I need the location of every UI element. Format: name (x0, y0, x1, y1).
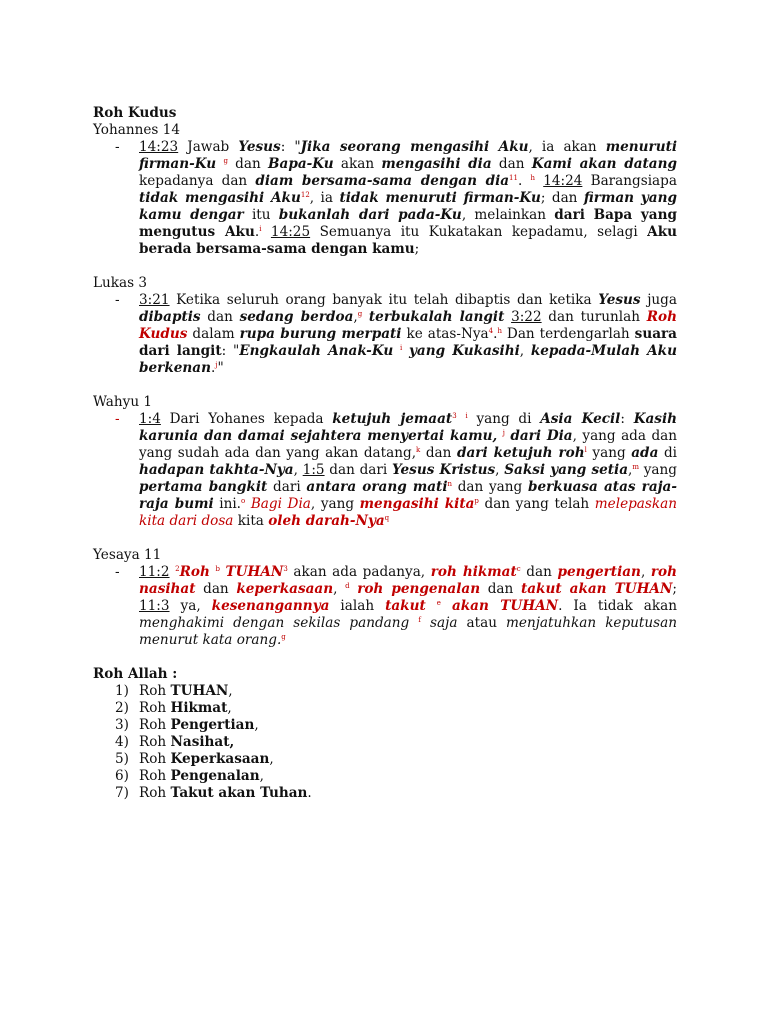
text-run: . (210, 360, 216, 376)
text-run: Keperkasaan (170, 751, 270, 767)
text-run: ketujuh jemaat (332, 411, 453, 427)
text-run: itu (243, 207, 279, 223)
text-run: , (227, 700, 232, 716)
bullet-marker: - (115, 292, 120, 308)
footnote-marker[interactable]: j (215, 361, 218, 369)
text-run: Pengenalan (170, 768, 260, 784)
list-item (93, 683, 677, 700)
footnote-marker[interactable]: f (418, 616, 421, 624)
text-run: , ia akan (528, 139, 606, 155)
footnote-marker[interactable]: e (436, 599, 441, 607)
footnote-marker[interactable]: d (345, 582, 350, 590)
footnote-marker[interactable]: h (530, 174, 535, 182)
verse-paragraph (93, 292, 677, 377)
text-run: rupa burung merpati (239, 326, 402, 342)
text-run: , ia (309, 190, 340, 206)
text-run: ke atas-Nya (401, 326, 489, 342)
list-number: 4) (115, 734, 129, 750)
list-number: 5) (115, 751, 129, 767)
list-item (93, 768, 677, 785)
text-run: yang (586, 445, 632, 461)
text-run: roh pengenalan (357, 581, 481, 597)
list-number: 6) (115, 768, 129, 784)
text-run: ; (414, 241, 420, 257)
footnote-marker[interactable]: o (241, 497, 246, 505)
section-title: Lukas 3 (93, 275, 148, 291)
text-run: tidak menuruti firman-Ku (339, 190, 541, 206)
footnote-marker[interactable]: g (223, 157, 228, 165)
bullet-marker: - (115, 139, 120, 155)
text-run (393, 343, 403, 359)
footnote-marker[interactable]: i (465, 412, 468, 420)
text-run: ; dan (540, 190, 584, 206)
text-run: dan (200, 309, 240, 325)
text-run: Bagi Dia (250, 496, 311, 512)
footnote-marker[interactable]: 3 (283, 565, 288, 573)
text-run: dan (227, 156, 269, 172)
list-number: 2) (115, 700, 129, 716)
verse-reference[interactable]: 11:3 (139, 598, 170, 614)
verse-reference[interactable]: 11:2 (139, 564, 170, 580)
text-run: Roh (179, 564, 210, 580)
text-run (362, 309, 369, 325)
bullet-marker: - (115, 411, 120, 427)
text-run: . (517, 173, 531, 189)
text-run: atau (457, 615, 507, 631)
text-run: , (628, 462, 633, 478)
text-run: dan turunlah (541, 309, 647, 325)
footnote-marker[interactable]: i (259, 225, 262, 233)
text-run: ada (631, 445, 659, 461)
verse-reference[interactable]: 1:4 (139, 411, 161, 427)
text-run: Roh (139, 751, 171, 767)
list-number: 3) (115, 717, 129, 733)
verse-reference[interactable]: 14:23 (139, 139, 179, 155)
text-run (409, 615, 418, 631)
list-item (93, 751, 677, 768)
text-run: ialah (329, 598, 386, 614)
verse-reference[interactable]: 1:5 (302, 462, 325, 478)
text-run (441, 598, 452, 614)
text-run: dibaptis (139, 309, 201, 325)
document-page (93, 105, 677, 802)
text-run: Takut akan Tuhan (170, 785, 308, 801)
text-run: Roh (139, 700, 171, 716)
text-run: Roh (139, 768, 171, 784)
text-run: bukanlah dari pada-Ku (278, 207, 462, 223)
footnote-marker[interactable]: l (584, 446, 587, 454)
spacer (93, 258, 677, 275)
text-run: , yang (310, 496, 360, 512)
roh-allah-list (93, 683, 677, 802)
text-run: Engkaulah Anak-Ku (239, 343, 394, 359)
text-run: Kami akan datang (531, 156, 677, 172)
list-number: 7) (115, 785, 129, 801)
text-run: ini. (213, 496, 241, 512)
footnote-marker[interactable]: b (215, 565, 220, 573)
text-run (426, 598, 437, 614)
text-run: pengertian (557, 564, 641, 580)
text-run: . (254, 224, 260, 240)
text-run (421, 615, 430, 631)
text-run: yang (639, 462, 677, 478)
scripture-sections (93, 122, 677, 649)
text-run: terbukalah langit (368, 309, 505, 325)
text-run: takut akan TUHAN (520, 581, 673, 597)
text-run: Pengertian (170, 717, 255, 733)
footnote-marker[interactable]: i (400, 344, 403, 352)
text-run: dalam (187, 326, 240, 342)
text-run: antara orang mati (306, 479, 448, 495)
list-item (93, 717, 677, 734)
verse-reference[interactable]: 3:22 (511, 309, 542, 325)
footnote-marker[interactable]: 4 (488, 327, 494, 335)
text-run: juga (640, 292, 677, 308)
text-run: suara dari langit (139, 326, 677, 359)
footnote-marker[interactable]: c (516, 565, 521, 573)
text-run: , (259, 768, 264, 784)
text-run: , (640, 564, 651, 580)
footnote-marker[interactable]: g (357, 310, 363, 318)
text-run: ya, (169, 598, 212, 614)
footnote-marker[interactable]: 12 (300, 191, 310, 199)
text-run: Jika seorang mengasihi Aku (300, 139, 529, 155)
text-run: mengasihi kita (359, 496, 475, 512)
text-run: , melainkan (461, 207, 555, 223)
text-run: dari ketujuh roh (456, 445, 585, 461)
text-run: sedang berdoa (239, 309, 354, 325)
footnote-marker[interactable]: n (447, 480, 452, 488)
text-run: Yesus (598, 292, 641, 308)
text-run: dan (420, 445, 457, 461)
footnote-marker[interactable]: k (416, 446, 421, 454)
list-item (93, 785, 677, 802)
text-run: melepaskan kita dari dosa (139, 496, 677, 529)
text-run: oleh darah-Nya (268, 513, 385, 529)
text-run: Kasih karunia dan damai sejahtera menyertai kamu, (139, 411, 678, 444)
text-run: dan (480, 581, 521, 597)
text-run: akan TUHAN (451, 598, 559, 614)
text-run: " (217, 360, 224, 376)
text-run: Semuanya itu Kukatakan kepadamu, selagi (310, 224, 648, 240)
footnote-marker[interactable]: 3 (452, 412, 457, 420)
text-run: dan (491, 156, 532, 172)
document-title: Roh Kudus (93, 105, 177, 121)
section-title: Yesaya 11 (93, 547, 162, 563)
text-run: kepadanya dan (139, 173, 256, 189)
text-run: Yesus (238, 139, 281, 155)
text-run: kesenangannya (211, 598, 330, 614)
text-run: Roh (139, 683, 171, 699)
text-run: menghakimi dengan sekilas pandang (139, 615, 410, 631)
spacer (93, 377, 677, 394)
verse-paragraph (93, 139, 677, 258)
text-run: dan (520, 564, 558, 580)
footnote-marker[interactable]: 2 (175, 565, 180, 573)
text-run: menjatuhkan keputusan menurut kata orang. (139, 615, 677, 648)
roh-allah-title: Roh Allah : (93, 666, 178, 682)
spacer (93, 649, 677, 666)
footnote-marker[interactable]: m (632, 463, 639, 471)
section-title: Wahyu 1 (93, 394, 153, 410)
text-run: saja (430, 615, 458, 631)
list-number: 1) (115, 683, 129, 699)
text-run: Barangsiapa (582, 173, 677, 189)
text-run: . (307, 785, 312, 801)
footnote-marker[interactable]: q (384, 514, 390, 522)
bullet-marker: - (115, 564, 120, 580)
text-run: , (353, 309, 358, 325)
text-run: akan (333, 156, 382, 172)
text-run: Jawab (178, 139, 239, 155)
text-run: Bapa-Ku (268, 156, 334, 172)
text-run: , yang ada dan yang sudah ada dan yang akan datang, (139, 428, 678, 461)
text-run: dari (267, 479, 307, 495)
text-run: Aku berada bersama-sama dengan kamu (139, 224, 678, 257)
text-run: , (254, 717, 259, 733)
text-run: berkuasa atas raja-raja bumi (139, 479, 678, 512)
text-run: ; (672, 581, 677, 597)
text-run: dan yang (452, 479, 528, 495)
text-run: roh hikmat (430, 564, 517, 580)
verse-paragraph (93, 564, 677, 649)
footnote-marker[interactable]: 11 (509, 174, 518, 182)
footnote-marker[interactable]: h (497, 327, 502, 335)
text-run: kita (233, 513, 269, 529)
text-run: diam bersama-sama dengan dia (255, 173, 510, 189)
text-run: mengasihi dia (381, 156, 492, 172)
text-run: akan ada padanya, (287, 564, 431, 580)
text-run: di (658, 445, 677, 461)
text-run: , (519, 343, 531, 359)
list-item (93, 734, 677, 751)
text-run: firman yang kamu dengar (139, 190, 677, 223)
text-run: TUHAN (170, 683, 229, 699)
text-run: pertama bangkit (139, 479, 268, 495)
text-run: takut (385, 598, 426, 614)
text-run: Roh (139, 734, 171, 750)
text-run: dan (195, 581, 237, 597)
verse-reference[interactable]: 3:21 (139, 292, 170, 308)
text-run: Yesus Kristus (392, 462, 496, 478)
text-run: : " (221, 343, 240, 359)
list-item (93, 700, 677, 717)
text-run (261, 224, 270, 240)
verse-paragraph (93, 411, 677, 530)
text-run: Roh Kudus (139, 309, 677, 342)
text-run: kepada-Mulah Aku berkenan (139, 343, 677, 376)
text-run: TUHAN (225, 564, 284, 580)
text-run: menuruti firman-Ku (139, 139, 678, 172)
text-run: dan dari (324, 462, 393, 478)
text-run: Saksi yang setia (504, 462, 629, 478)
text-run: . (493, 326, 498, 342)
text-run: dari Dia (510, 428, 573, 444)
text-run (402, 343, 409, 359)
footnote-marker[interactable]: p (474, 497, 479, 505)
text-run: Ketika seluruh orang banyak itu telah dibaptis dan ketika (169, 292, 599, 308)
text-run: : (620, 411, 634, 427)
text-run: Hikmat (170, 700, 228, 716)
text-run: Roh (139, 717, 171, 733)
verse-reference[interactable]: 14:24 (543, 173, 583, 189)
text-run: dari Bapa yang mengutus Aku (139, 207, 677, 240)
text-run: Roh (139, 785, 171, 801)
spacer (93, 530, 677, 547)
text-run (535, 173, 543, 189)
text-run: keperkasaan (236, 581, 334, 597)
text-run: , (269, 751, 274, 767)
footnote-marker[interactable]: j (502, 429, 505, 437)
text-run: Asia Kecil (540, 411, 621, 427)
text-run: , (228, 683, 233, 699)
text-run: dan yang telah (478, 496, 595, 512)
text-run: , (333, 581, 346, 597)
section-title: Yohannes 14 (93, 122, 180, 138)
text-run: , (495, 462, 505, 478)
verse-reference[interactable]: 14:25 (270, 224, 311, 240)
text-run: : " (280, 139, 301, 155)
text-run: Nasihat, (170, 734, 235, 750)
text-run: Dan terdengarlah (501, 326, 635, 342)
text-run: hadapan takhta-Nya (139, 462, 294, 478)
text-run: tidak mengasihi Aku (139, 190, 301, 206)
text-run: roh nasihat (139, 564, 677, 597)
text-run: Dari Yohanes kepada (160, 411, 333, 427)
text-run: . Ia tidak akan (558, 598, 677, 614)
text-run: , (293, 462, 303, 478)
text-run: yang di (467, 411, 541, 427)
footnote-marker[interactable]: g (281, 633, 286, 641)
text-run: yang Kukasihi (409, 343, 520, 359)
